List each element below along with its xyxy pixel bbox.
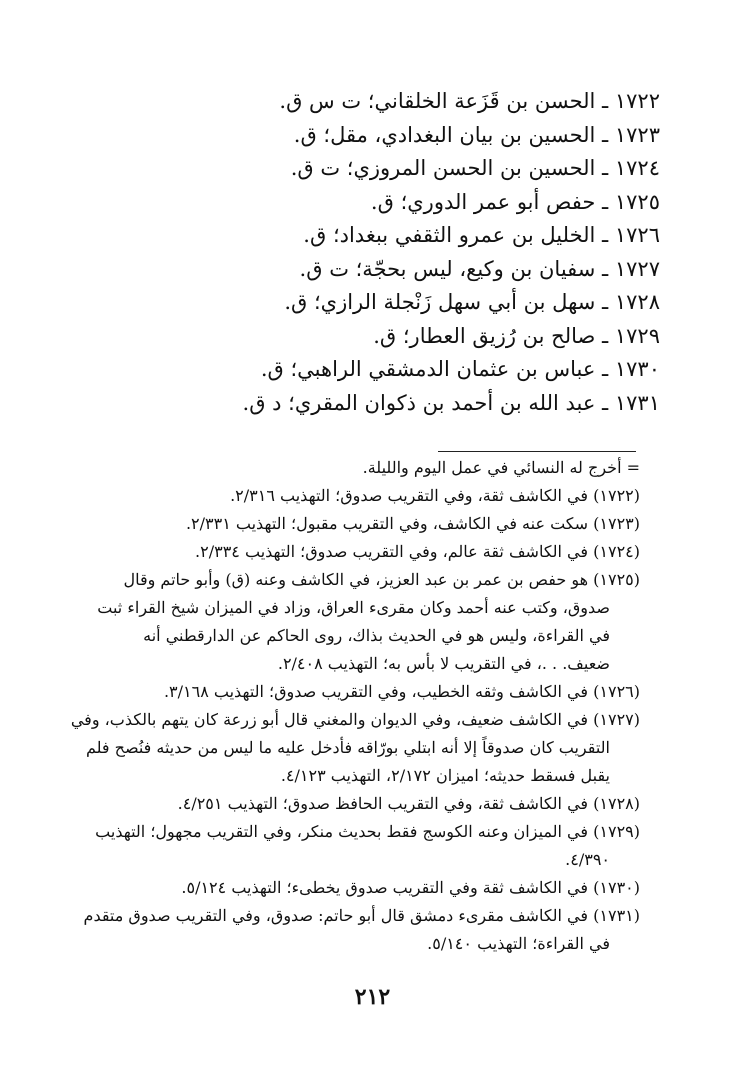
- footnote-divider: [438, 451, 636, 452]
- footnote-1725-line-3: في القراءة، وليس هو في الحديث بذاك، روى الحاكم عن الدارقطني أنه: [143, 626, 610, 645]
- footnote-1725: [60, 566, 640, 678]
- entry-1724: ١٧٢٤ ـ الحسين بن الحسن المروزي؛ ت ق.: [290, 156, 660, 180]
- entry-1726: ١٧٢٦ ـ الخليل بن عمرو الثقفي ببغداد؛ ق.: [303, 223, 660, 247]
- footnotes: [60, 454, 640, 958]
- entry-1722: ١٧٢٢ ـ الحسن بن قَزَعة الخلقاني؛ ت س ق.: [279, 89, 660, 113]
- footnote-1729-line-2: ٤/٣٩٠.: [565, 850, 610, 869]
- footnote-1729-line-1: (١٧٢٩) في الميزان وعنه الكوسج فقط بحديث منكر، وفي التقريب مجهول؛ التهذيب: [95, 822, 640, 841]
- footnote-1725-line-2: صدوق، وكتب عنه أحمد وكان مقرىء العراق، وزاد في الميزان شيخ القراء ثبت: [97, 598, 610, 617]
- footnote-1730: (١٧٣٠) في الكاشف ثقة وفي التقريب صدوق يخطىء؛ التهذيب ٥/١٢٤.: [181, 878, 640, 897]
- footnote-1724: (١٧٢٤) في الكاشف ثقة عالم، وفي التقريب صدوق؛ التهذيب ٢/٣٣٤.: [195, 542, 640, 561]
- entry-1723: ١٧٢٣ ـ الحسين بن بيان البغدادي، مقل؛ ق.: [293, 122, 660, 147]
- footnote-1731: [60, 902, 640, 958]
- footnote-1731-line-1: (١٧٣١) في الكاشف مقرىء دمشق قال أبو حاتم: صدوق، وفي التقريب صدوق متقدم: [83, 906, 640, 925]
- footnote-1727-line-2: التقريب كان صدوقاً إلا أنه ابتلي بورّاقه فأدخل عليه ما ليس من حديثه فنُصح فلم: [85, 738, 610, 757]
- entry-1728: ١٧٢٨ ـ سهل بن أبي سهل زَنْجلة الرازي؛ ق.: [284, 290, 660, 314]
- footnote-1729: [60, 818, 640, 874]
- footnote-1727-line-3: يقبل فسقط حديثه؛ اميزان ٢/١٧٢، التهذيب ٤/١٢٣.: [280, 766, 610, 785]
- footnote-carryover: = أخرج له النسائي في عمل اليوم والليلة.: [362, 458, 640, 477]
- footnote-1725-line-1: (١٧٢٥) هو حفص بن عمر بن عبد العزيز، في الكاشف وعنه (ق) وأبو حاتم وقال: [123, 570, 640, 589]
- footnote-1723: (١٧٢٣) سكت عنه في الكاشف، وفي التقريب مقبول؛ التهذيب ٢/٣٣١.: [185, 514, 640, 533]
- footnote-1731-line-2: في القراءة؛ التهذيب ٥/١٤٠.: [427, 934, 610, 953]
- entry-1729: ١٧٢٩ ـ صالح بن رُزيق العطار؛ ق.: [373, 323, 660, 348]
- entry-1730: ١٧٣٠ ـ عباس بن عثمان الدمشقي الراهبي؛ ق.: [260, 357, 660, 381]
- footnote-1722: (١٧٢٢) في الكاشف ثقة، وفي التقريب صدوق؛ التهذيب ٢/٣١٦.: [230, 486, 640, 505]
- narrator-list: [60, 85, 660, 420]
- entry-1731: ١٧٣١ ـ عبد الله بن أحمد بن ذكوان المقري؛ د ق.: [242, 390, 660, 415]
- entry-1725: ١٧٢٥ ـ حفص أبو عمر الدوري؛ ق.: [370, 189, 660, 214]
- footnote-1727-line-1: (١٧٢٧) في الكاشف ضعيف، وفي الديوان والمغني قال أبو زرعة كان يتهم بالكذب، وفي: [70, 710, 640, 729]
- page-number: ٢١٢: [354, 984, 391, 1010]
- footnote-1725-line-4: ضعيف. . .، في التقريب لا بأس به؛ التهذيب ٢/٤٠٨.: [277, 654, 610, 673]
- footnote-1727: [60, 706, 640, 790]
- footnote-1728: (١٧٢٨) في الكاشف ثقة، وفي التقريب الحافظ صدوق؛ التهذيب ٤/٢٥١.: [177, 794, 640, 813]
- entry-1727: ١٧٢٧ ـ سفيان بن وكيع، ليس بحجّة؛ ت ق.: [299, 256, 660, 281]
- footnote-1726: (١٧٢٦) في الكاشف وثقه الخطيب، وفي التقريب صدوق؛ التهذيب ٣/١٦٨.: [163, 682, 640, 701]
